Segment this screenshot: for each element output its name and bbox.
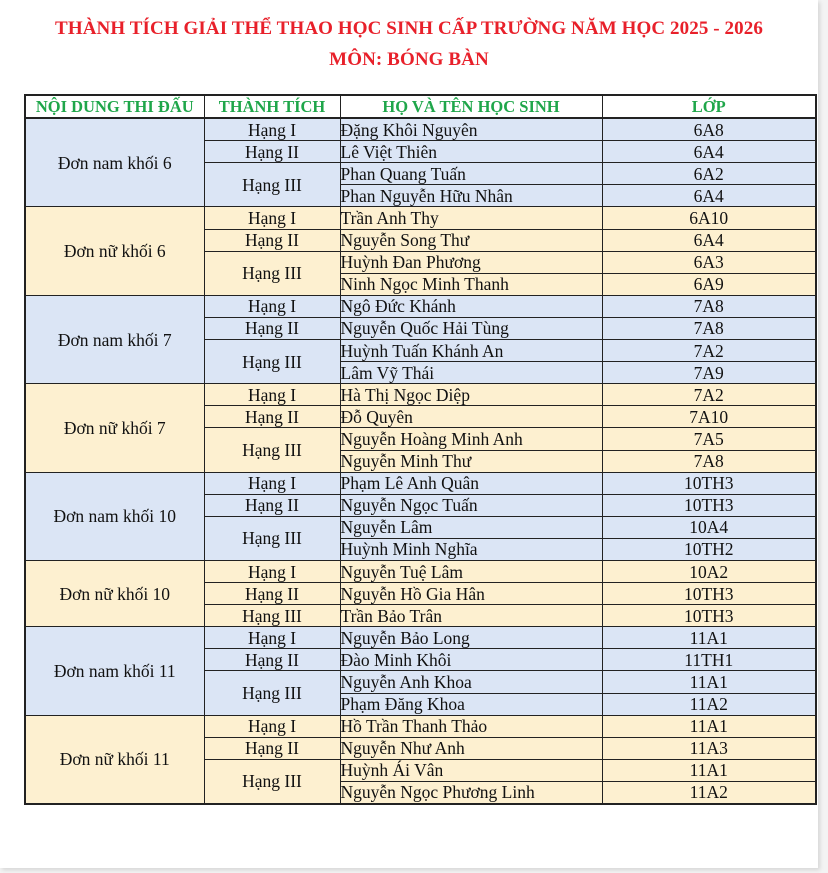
category-cell: Đơn nữ khối 11 (25, 715, 204, 804)
class-cell: 7A9 (602, 362, 816, 384)
rank-cell: Hạng II (204, 406, 340, 428)
header-achievement: THÀNH TÍCH (204, 95, 340, 118)
student-name-cell: Nguyễn Tuệ Lâm (340, 560, 602, 582)
rank-cell: Hạng III (204, 516, 340, 560)
student-name-cell: Phan Quang Tuấn (340, 163, 602, 185)
rank-cell: Hạng II (204, 494, 340, 516)
table-row (25, 384, 816, 406)
rank-cell: Hạng III (204, 671, 340, 715)
header-category: NỘI DUNG THI ĐẤU (25, 95, 204, 118)
class-cell: 7A8 (602, 317, 816, 339)
class-cell: 11A1 (602, 627, 816, 649)
student-name-cell: Phạm Lê Anh Quân (340, 472, 602, 494)
rank-cell: Hạng III (204, 759, 340, 804)
student-name-cell: Nguyễn Hồ Gia Hân (340, 583, 602, 605)
student-name-cell: Nguyễn Minh Thư (340, 450, 602, 472)
rank-cell: Hạng III (204, 163, 340, 207)
table-header-row (25, 95, 816, 118)
table-row (25, 295, 816, 317)
header-student: HỌ VÀ TÊN HỌC SINH (340, 95, 602, 118)
student-name-cell: Huỳnh Tuấn Khánh An (340, 340, 602, 362)
class-cell: 10TH3 (602, 472, 816, 494)
table-row (25, 715, 816, 737)
student-name-cell: Hà Thị Ngọc Diệp (340, 384, 602, 406)
student-name-cell: Lê Việt Thiên (340, 141, 602, 163)
class-cell: 11A2 (602, 693, 816, 715)
class-cell: 10A2 (602, 560, 816, 582)
class-cell: 7A5 (602, 428, 816, 450)
student-name-cell: Ngô Đức Khánh (340, 295, 602, 317)
category-cell: Đơn nam khối 10 (25, 472, 204, 560)
class-cell: 6A3 (602, 251, 816, 273)
class-cell: 7A8 (602, 295, 816, 317)
student-name-cell: Huỳnh Ái Vân (340, 759, 602, 781)
rank-cell: Hạng III (204, 605, 340, 627)
rank-cell: Hạng III (204, 251, 340, 295)
rank-cell: Hạng I (204, 207, 340, 229)
header-class: LỚP (602, 95, 816, 118)
table-row (25, 118, 816, 141)
table-row (25, 472, 816, 494)
results-table (24, 94, 817, 805)
class-cell: 6A4 (602, 229, 816, 251)
table-row (25, 207, 816, 229)
class-cell: 11A1 (602, 715, 816, 737)
table-row (25, 560, 816, 582)
rank-cell: Hạng II (204, 229, 340, 251)
class-cell: 7A2 (602, 340, 816, 362)
student-name-cell: Huỳnh Minh Nghĩa (340, 538, 602, 560)
class-cell: 6A8 (602, 118, 816, 141)
student-name-cell: Nguyễn Như Anh (340, 737, 602, 759)
class-cell: 6A4 (602, 185, 816, 207)
class-cell: 11A1 (602, 759, 816, 781)
student-name-cell: Đào Minh Khôi (340, 649, 602, 671)
student-name-cell: Nguyễn Song Thư (340, 229, 602, 251)
class-cell: 10TH3 (602, 605, 816, 627)
class-cell: 11A1 (602, 671, 816, 693)
rank-cell: Hạng I (204, 715, 340, 737)
student-name-cell: Hồ Trần Thanh Thảo (340, 715, 602, 737)
rank-cell: Hạng I (204, 384, 340, 406)
category-cell: Đơn nam khối 6 (25, 118, 204, 207)
class-cell: 11A3 (602, 737, 816, 759)
category-cell: Đơn nam khối 7 (25, 295, 204, 383)
class-cell: 11TH1 (602, 649, 816, 671)
student-name-cell: Nguyễn Anh Khoa (340, 671, 602, 693)
class-cell: 7A8 (602, 450, 816, 472)
category-cell: Đơn nữ khối 10 (25, 560, 204, 626)
class-cell: 10TH3 (602, 494, 816, 516)
category-cell: Đơn nam khối 11 (25, 627, 204, 715)
student-name-cell: Nguyễn Ngọc Phương Linh (340, 781, 602, 804)
class-cell: 6A4 (602, 141, 816, 163)
class-cell: 6A9 (602, 273, 816, 295)
student-name-cell: Trần Bảo Trân (340, 605, 602, 627)
category-cell: Đơn nữ khối 7 (25, 384, 204, 472)
rank-cell: Hạng III (204, 428, 340, 472)
student-name-cell: Đỗ Quyên (340, 406, 602, 428)
document-title: THÀNH TÍCH GIẢI THỂ THAO HỌC SINH CẤP TRƯỜNG NĂM HỌC 2025 - 2026 (55, 18, 763, 39)
class-cell: 11A2 (602, 781, 816, 804)
student-name-cell: Nguyễn Hoàng Minh Anh (340, 428, 602, 450)
class-cell: 6A2 (602, 163, 816, 185)
class-cell: 10TH3 (602, 583, 816, 605)
student-name-cell: Nguyễn Quốc Hải Tùng (340, 317, 602, 339)
results-body (25, 118, 816, 804)
rank-cell: Hạng I (204, 118, 340, 141)
rank-cell: Hạng II (204, 737, 340, 759)
document-subtitle: MÔN: BÓNG BÀN (329, 49, 489, 70)
student-name-cell: Phạm Đăng Khoa (340, 693, 602, 715)
class-cell: 6A10 (602, 207, 816, 229)
student-name-cell: Phan Nguyễn Hữu Nhân (340, 185, 602, 207)
rank-cell: Hạng II (204, 141, 340, 163)
student-name-cell: Đặng Khôi Nguyên (340, 118, 602, 141)
rank-cell: Hạng I (204, 472, 340, 494)
class-cell: 10A4 (602, 516, 816, 538)
student-name-cell: Huỳnh Đan Phương (340, 251, 602, 273)
student-name-cell: Lâm Vỹ Thái (340, 362, 602, 384)
rank-cell: Hạng II (204, 583, 340, 605)
student-name-cell: Nguyễn Bảo Long (340, 627, 602, 649)
class-cell: 7A10 (602, 406, 816, 428)
student-name-cell: Ninh Ngọc Minh Thanh (340, 273, 602, 295)
class-cell: 10TH2 (602, 538, 816, 560)
rank-cell: Hạng III (204, 340, 340, 384)
rank-cell: Hạng I (204, 627, 340, 649)
class-cell: 7A2 (602, 384, 816, 406)
category-cell: Đơn nữ khối 6 (25, 207, 204, 295)
student-name-cell: Nguyễn Ngọc Tuấn (340, 494, 602, 516)
student-name-cell: Nguyễn Lâm (340, 516, 602, 538)
student-name-cell: Trần Anh Thy (340, 207, 602, 229)
rank-cell: Hạng II (204, 317, 340, 339)
table-row (25, 627, 816, 649)
rank-cell: Hạng II (204, 649, 340, 671)
rank-cell: Hạng I (204, 560, 340, 582)
rank-cell: Hạng I (204, 295, 340, 317)
